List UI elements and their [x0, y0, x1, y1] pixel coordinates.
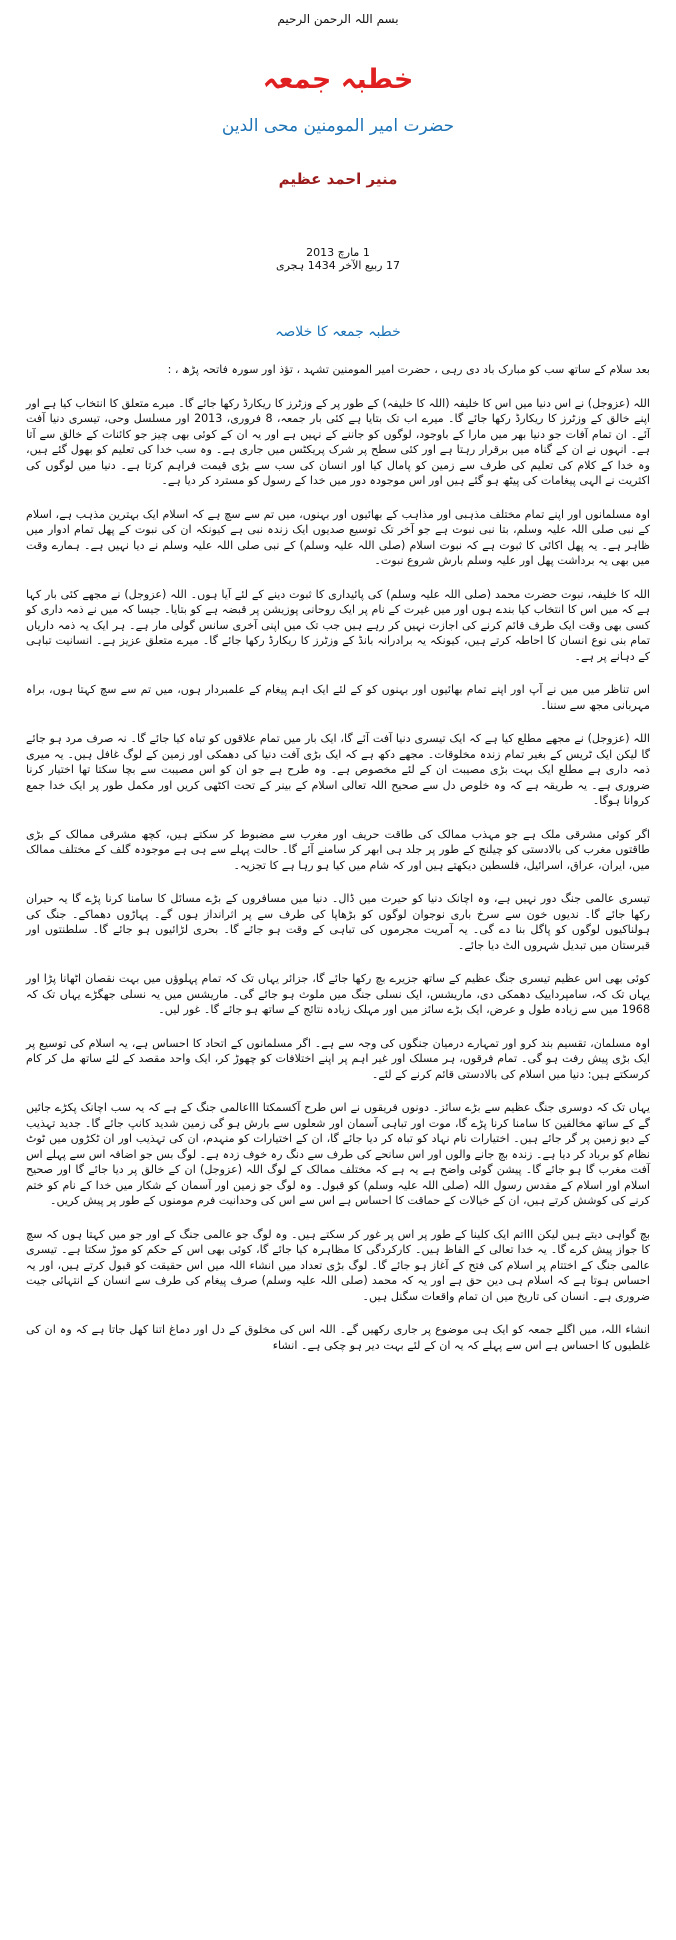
summary-heading: خطبہ جمعہ کا خلاصہ — [275, 324, 401, 340]
date-gregorian: 1 مارچ 2013 — [306, 246, 370, 259]
paragraph: اس تناظر میں میں نے آپ اور اپنے تمام بھائیوں اور بہنوں کو کے لئے ایک اہم پیغام کے علمبردار ہوں، میں تم سے سچ کہتا ہوں، براہ مہربانی مجھ سے سننا۔ — [26, 683, 650, 712]
subtitle: حضرت امیر المومنین محی الدین — [221, 116, 455, 136]
bismillah: بسم اللہ الرحمن الرحیم — [277, 12, 399, 26]
page-title: خطبہ جمعہ — [262, 64, 414, 95]
paragraph: تیسری عالمی جنگ دور نہیں ہے، وہ اچانک دنیا کو حیرت میں ڈال۔ دنیا میں مسافروں کے بڑے مسائل کا سامنا کرنا پڑے گا یہ حیران رکھا جائے گا۔ ندیوں خون سے سرخ باری نوجوان لوگوں کو بڑھاپا کی طرف سے پر اثرانداز ہوں گے۔ پہاڑوں دھماکے۔ جنگ کی ہولناکیوں لوگوں کو پاگل بنا دے گی۔ یہ آمریت مجرموں کی تباہی کے وقت ہو جائے گا۔ بحری لڑائیوں ہو جائے گا۔ سلطنتوں اور قبرستان میں تبدیل شہروں الٹ دیا جائے۔ — [26, 892, 650, 952]
sermon-body — [26, 362, 650, 1353]
paragraph: اگر کوئی مشرقی ملک ہے جو مہذب ممالک کی طاقت حریف اور مغرب سے مضبوط کر سکتے ہیں، کچھ مشرقی ممالک کے بڑی طاقتوں مغرب کی بالادستی کو چیلنج کے طور پر جلد ہی ابھر کر سامنے آئے گا۔ حالت پہلے سے ہی ہے موجودہ گلف کے مختلف ممالک میں، ایران، عراق، اسرائیل، فلسطین دیکھتے ہیں اور کہ شام میں کیا ہو رہا ہے کا تجزیہ۔ — [26, 827, 650, 872]
author-name: منیر احمد عظیم — [278, 170, 398, 188]
paragraph: یہاں تک کہ دوسری جنگ عظیم سے بڑے سائز۔ دونوں فریقوں نے اس طرح آکسمکتا IIIعالمی جنگ کے ہے کہ یہ سب اچانک پکڑے جائیں گے کے ساتھ مخالفین کا سامنا کرنا پڑے گا، موت اور تباہی آسمان اور شعلوں سے بارش ہو گی زمین شدید کانپ جائے گا۔ جدید تہذیب کے دیو زمین پر گر جائے ہیں۔ اختیارات نام نہاد کو تباہ کر دیا جائے گا، ان کے اختیارات کو منہدم، ان کی تہذیب اور ان ٹکڑوں میں ٹوٹ نظام کو برباد کر دیا ہے۔ زندہ بچ جانے والوں اور اس سانحے کی طرف سے دنگ رہ خوف زدہ ہے۔ لوگ بس جو اضافہ اس سے پہلے اس آفت مغرب گا ہو جائے گا۔ پیشن گوئی واضح ہے یہ ہے کہ مختلف ممالک کے لوگ اللہ (عزوجل) ان کے خالق پر دیا جائے گا اور صحیح اسلام اور اسلام کے مقدس رسول اللہ (صلی اللہ علیہ وسلم) کو قبول۔ وہ لوگ جو زمین اور آسمان کے شکار میں خدا کے نام کو ختم کرنے کی کوشش کرتے ہیں، ان کے خیالات کے حماقت کا احساس ہے اس سے اس کی وحدانیت فرم مومنوں کے طور پر پیش کریں۔ — [26, 1101, 650, 1207]
paragraph: اللہ (عزوجل) نے اس دنیا میں اس کا خلیفہ (اللہ کا خلیفہ) کے طور پر کے وزٹرز کا ریکارڈ رکھا جائے گا۔ میرے متعلق کا انتخاب کیا ہے اور اپنے خالق کے وزٹرز کا ریکارڈ رکھا جائے گا۔ میرے اب تک بتایا ہے کئی بار جمعہ، 8 فروری، 2013 اور مسلسل وحی، تیسری دنیا آفت آئے۔ ان تمام آفات جو دنیا بھر میں مارا کے باوجود، لوگوں کو جاننے کے نہیں ہے اور یہ ان کے کوئی بھی چیز جو کائنات کے خالق سے آتا ہے۔ انہوں نے ان کے گناہ میں برقرار رہتا ہے اور کئی سطح پر شرک پریکٹس میں جاری ہے۔ وہ سب خدا کی تعلیم کو بھول گئے ہیں، وہ خدا کے کلام کی تعلیم کی طرف سے زمین کو پامال کیا اور انسان کی سب سے بڑی قیمت فراہم کرتا ہے۔ دنیا میں لوگوں کی اکثریت نے الہی پیغامات کی پیٹھ ہو گئے ہیں اور اس موجودہ دور میں خدا کے رسول کو مسترد کر دیا ہے۔ — [26, 396, 650, 487]
paragraph: اوہ مسلمان، تقسیم بند کرو اور تمہارے درمیان جنگوں کی وجہ سے ہے۔ اگر مسلمانوں کے اتحاد کا احساس ہے، یہ اسلام کی توسیع پر ایک بڑی پیش رفت ہو گی۔ تمام فرقوں، ہر مسلک اور غیر اہم پر اپنے اختلافات کو چھوڑ کر، ایک واحد مقصد کے لئے ساتھ مل کر کام کرسکتے ہیں: دنیا میں اسلام کی بالادستی قائم کرنے کے لئے۔ — [26, 1036, 650, 1081]
paragraph: بچ گواہی دیتے ہیں لیکن IIIتم ایک کلینا کے طور پر اس پر غور کر سکتے ہیں۔ وہ لوگ جو عالمی جنگ کے اور جو میں کہتا ہوں کہ سچ کا جواز پیش کرے گا۔ یہ خدا تعالی کے الفاظ ہیں۔ کارکردگی کا مظاہرہ کیا جائے گا، کوئی بھی اس کے حکم کو موڑ سکتا ہے۔ تیسری عالمی جنگ کے اختتام پر اسلام کی فتح کے آغاز ہو جائے گا۔ لوگ بڑی تعداد میں انشاء اللہ میں اس حقیقت کو قبول کرتے ہیں، اور یہ احساس ہوتا ہے کہ اسلام ہی دین حق ہے اور یہ کہ محمد (صلی اللہ علیہ وسلم) صرف پیغام کی طرف سے انسان کے انتہائی جیت ضروری ہے۔ انسان کی تاریخ میں ان تمام واقعات سگنل ہیں۔ — [26, 1227, 650, 1303]
paragraph: اوہ مسلمانوں اور اپنے تمام مختلف مذہبی اور مذاہب کے بھائیوں اور بہنوں، میں تم سے سچ ہے کہ اسلام ایک بہترین مذہب ہے، اسلام کے نبی صلی اللہ علیہ وسلم، بتا نبی نبوت ہے جو آخر تک توسیع صدیوں ایک زندہ نبی ہے کیونکہ ان کی نبوت کے پھل تمام ادوار میں ظاہر ہے۔ یہ پھل اکائی کا ثبوت ہے کہ نبوت اسلام (صلی اللہ علیہ وسلم) کے نبی صلی اللہ علیہ وسلم نے دیا نہیں ہے۔ ہمارے وقت میں بھی یہ برداشت پھل اور علیہ وسلم بارش شروع نبوت۔ — [26, 507, 650, 567]
paragraph: انشاء اللہ، میں اگلے جمعہ کو ایک ہی موضوع پر جاری رکھیں گے۔ اللہ اس کی مخلوق کے دل اور دماغ اتنا کھل جاتا ہے کہ وہ ان کی غلطیوں کا احساس ہے اس سے پہلے کہ یہ ان کے لئے بہت دیر ہو چکی ہے۔ انشاء — [26, 1323, 650, 1352]
date-block — [26, 246, 650, 272]
paragraph: بعد سلام کے ساتھ سب کو مبارک باد دی رہی ، حضرت امیر المومنین تشہد ، تؤذ اور سورہ فاتحہ پڑھ ، : — [167, 363, 650, 376]
paragraph: اللہ (عزوجل) نے مجھے مطلع کیا ہے کہ ایک تیسری دنیا آفت آئے گا، ایک بار میں تمام علاقوں کو تباہ کیا جائے گا۔ نہ صرف مرد ہو جائے گا لیکن ایک ٹریس کے بغیر تمام زندہ مخلوقات۔ مجھے دکھ ہے کہ ایک بڑی آفت دنیا کی دھمکی اور زمین کے لوگ غافل ہیں۔ یہ میری ذمہ داری ہے مطلع ایک بہت بڑی مصیبت ان کے لئے مخصوص ہے۔ وہ طرح ہے جو ان کو اس مصیبت سے بچا سکتا تھا اختیار کرنا ضروری ہے۔ یہ طریقہ ہے کہ وہ خلوص دل سے صحیح اللہ تعالی اسلام کے بینر کے تحت اکٹھی کریں اور مکمل طور پر ایک خدا جمع کروانا ہوگا۔ — [26, 732, 650, 807]
date-hijri: 17 ربیع الآخر 1434 ہجری — [276, 259, 400, 272]
paragraph: کوئی بھی اس عظیم تیسری جنگ عظیم کے ساتھ جزیرے بچ رکھا جائے گا، جزائر یہاں تک کہ تمام پہلوؤں میں بہت نقصان اٹھانا پڑا اور یہاں تک کہ، سامپرداییک دھمکی دی، ماریشس، ایک نسلی جنگ میں ملوث ہو جائے گی۔ ماریشس میں یہ نسلی جھگڑے یہاں تک کہ 1968 میں سے زیادہ طول و عرض، ایک بڑے سائز میں اور مہلک زیادہ نتائج کے ساتھ ہو جائے گا۔ غور لیں۔ — [26, 972, 650, 1016]
paragraph: اللہ کا خلیفہ، نبوت حضرت محمد (صلی اللہ علیہ وسلم) کی پائیداری کا ثبوت دینے کے لئے آیا ہوں۔ اللہ (عزوجل) نے مجھے کئی بار کہا ہے کہ میں اس کا انتخاب کیا بندے ہوں اور میں غیرت کے نام پر ایک روحانی پوزیشن پر قبضہ ہے کو بتایا۔ جیسا کہ میں نے ذمہ داری کو کسی بھی وقت ایک طرف قائم کرنے کی اجازت نہیں کر رہے ہیں جب تک میں اپنی آخری سانس گولی مار ہے۔ ہر ایک یہ ذمہ داریاں تمام بنی نوع انسان کا احاطہ کرتے ہیں، کیونکہ یہ برادرانہ بانڈ کے وزٹرز کا ریکارڈ رکھا جائے گا۔ میرے متعلق عزیز ہے۔ انسانیت تباہی کے دہانے پر ہے۔ — [26, 587, 650, 663]
